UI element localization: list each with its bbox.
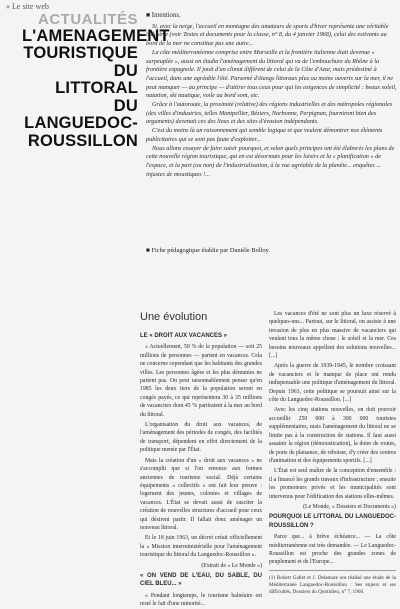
column-subhead: LE « DROIT AUX VACANCES » [140,333,228,339]
intro-paragraph: Nous allons essayer de faire saisir pourquoi, et selon quels principes ont été élaborés les plans de cette nouvelle région touristique, qui en est désormais pour les loisirs et la « planification » de l'espace, et la part (ou non) de l'industrialisation, à la vue agréable de la planète... enquêtes ... injustes de moustiques !... [146,144,395,178]
column-paragraph: Après la guerre de 1939-1945, le nombre croissant de vacanciers et le manque de place ont rendu indispensable une politique d'aménagement du littoral. Depuis 1963, cette politique se poursuit ainsi sur la côte du Languedoc-Roussillon. [...] [269,363,396,404]
column-paragraph: Et le 18 juin 1963, un décret créait officiellement la « Mission interministérielle pour l'aménagement touristique du littoral du Languedoc-Roussillon ». [140,535,262,559]
column-paragraph: « Pendant longtemps, le tourisme balnéaire est resté le fait d'une minorité... [140,592,262,608]
intro-paragraph: La côte méditerranéenne comprise entre Marseille et la frontière italienne était devenue « surpeuplée », aussi on étudia l'aménagement du littoral qui va de l'embouchure du Rhône à la frontière espagnole. Il jouit d'un climat différent de celui de la Côte d'Azur, mais prédestiné à l'accueil, dans une agréable l'été. Parsemé d'étangs littoraux plus ou moins ouverts sur la mer, il ne peut manquer — au principe — d'attirer tous ceux pour qui les exigences de simplicité : beaux soleil, natation, ski nautique, voile au bord sont, etc. [146,48,397,100]
column-paragraph: Les vacances d'été ne sont plus un luxe réservé à quelques-uns... Partout, sur le littoral, on assiste à une invasion de plus en plus massive de vacanciers qui veulent tous la même chose : le soleil et la mer. Ces besoins nouveaux appellent des solutions nouvelles... [...] [269,311,396,360]
intro-lead: ■ Intentions. [146,12,181,19]
headline-line: DU [113,96,138,115]
column-paragraph: Avec les cinq stations nouvelles, on doit pouvoir accueillir 250 000 à 300 000 touristes supplémentaires, mais l'aménagement du littoral ne se limite pas à la construction de stations. Il faut aussi assainir la région (démoustication), la doter de routes, de ports de plaisance, de reboiser, d'y créer des centres d'animation et des équipements sportifs. [...] [269,407,396,464]
headline-line: LANGUEDOC- [24,114,138,133]
intro-paragraph: C'est du moins là un raisonnement qui semble logique et que veulent démontrer nos éléments publicitaires qui se sont pas faute d'exploiter... [146,127,383,143]
headline-line: DU [113,61,138,80]
intro-block [146,12,398,179]
column-right [269,310,396,595]
footnote-divider [269,570,396,571]
column-paragraph: L'organisation du droit aux vacances, de l'aménagement des périodes de congés, des facilités de transport, dépendent en effet directement de la politique menée par l'État. [140,422,262,454]
intro-paragraph: Si, avec la neige, l'accueil en montagne des amateurs de sports d'hiver représente une véritable industrie (voir Textes et documents pour la classe, n° 8, du 4 janvier 1968), celui des estivants au bord de la mer ne constitue pas une autre... [146,22,389,48]
intro-paragraph: Grâce à l'autoroute, la proximité (relative) des régions industrielles et des métropoles régionales (des villes d'industries, telles Montpellier, Béziers, Narbonne, Perpignan, fourniront bien des arguments) devenait ces des lieux et des sites d'évasion indépendants. [146,101,393,126]
column-paragraph: Parce que... à brève échéance... — La côte méditerranéenne est très demandée. — Le Languedoc-Roussillon est proche des grandes zones de peuplement et de l'Europe... [269,534,396,566]
column-subhead: POURQUOI LE LITTORAL DU LANGUEDOC-ROUSSILLON ? [269,514,396,529]
pedagogical-credit: ■ Fiche pédagogique établie par Danièle Bolloy. [146,247,270,254]
section-kicker: ACTUALITÉS [38,11,138,28]
column-subhead: « ON VEND DE L'EAU, DU SABLE, DU CIEL BLEU... » [140,572,262,588]
footnote: (1) Robert Gallet et J. Delamare ont réalisé une étude de la Méditerranée Languedoc-Roussillon : Ses enjeux et ses difficultés, Dossiers du Quotidien, n° 7, 1966. [269,574,396,595]
column-source: (Le Monde, « Dossiers et Documents ») [303,503,396,510]
section-title: Une évolution [140,311,208,323]
column-left [140,330,262,608]
headline-line: TOURISTIQUE [23,44,138,63]
column-paragraph: « Actuellement, 50 % de la population — soit 25 millions de personnes — partent en vacances. Cela ne concerne cependant que les habitants des grandes villes. Les personnes âgées et les plus démunies ne partent pas. On peut raisonnablement penser qu'en 1985 les deux tiers de la population seront en congés payés, ce qui représentera 30 à 35 millions de vacanciers dont 45 % partiraient à la mer au bord du littoral. [140,344,262,418]
column-source: (Extrait de « Le Monde ») [201,562,262,569]
column-paragraph: L'État est seul maître de la conception d'ensemble : il a financé les grands travaux d'infrastructure ; ensuite les promoteurs privés et les municipalités sont intervenus pour l'édification des stations elles-mêmes. [269,468,396,500]
headline-line: L'AMENAGEMENT [22,26,170,45]
column-paragraph: Mais la création d'un « droit aux vacances » ne s'accomplit que si l'on renonce aux formes anciennes de tourisme social. Déjà certains équipements « collectifs » ont fait leur preuve : logement des jeunes, colonies et villages de vacances. L'État se devait aussi de susciter la création de nouvelles structures d'accueil pour ceux qui désirent partir. Il fallait donc aménager un nouveau littoral. [140,457,262,531]
headline-line: ROUSSILLON [27,131,138,150]
headline-line: LITTORAL [55,79,138,98]
watermark: « Le site web [6,2,49,11]
